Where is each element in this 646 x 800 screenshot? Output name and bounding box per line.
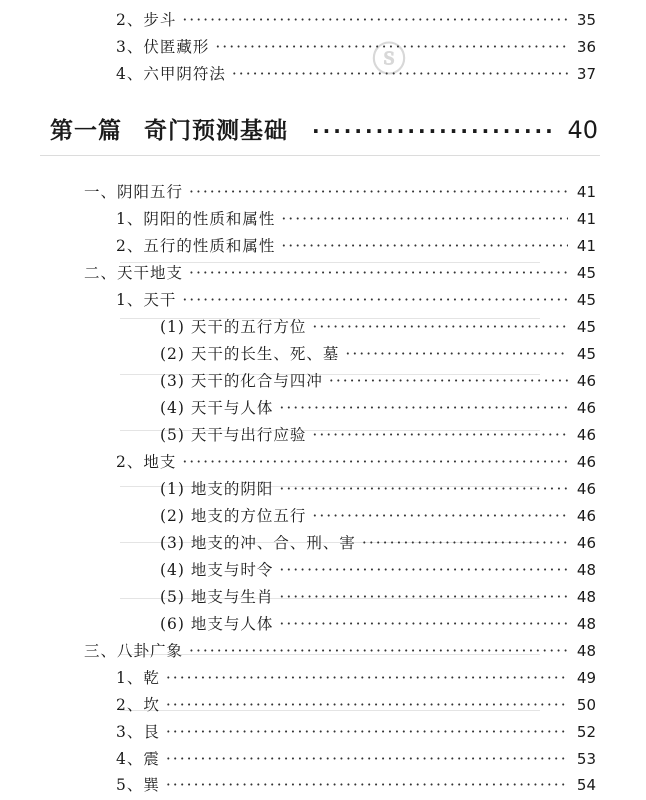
dot-leader [166,723,568,741]
bleed-through-line [40,155,600,156]
toc-entry[interactable] [116,35,596,57]
toc-entry-page: 48 [576,588,596,606]
dot-leader [166,776,568,794]
toc-entry-label: 4、震 [116,750,160,768]
toc-entry-label: 二、天干地支 [84,264,184,282]
toc-entry-label: (4) 天干与人体 [160,399,274,417]
toc-entry-page: 48 [576,615,596,633]
toc-entry-page: 49 [576,669,596,687]
toc-entry-page: 41 [576,210,596,228]
toc-entry-label: 三、八卦广象 [84,642,184,660]
toc-entry-page: 46 [576,453,596,471]
toc-entry-level2[interactable] [116,693,596,715]
toc-entry-label: 2、地支 [116,453,177,471]
toc-entry-page: 46 [576,480,596,498]
toc-entry-page: 35 [576,11,596,29]
toc-entry-level3[interactable] [160,423,596,445]
dot-leader [345,345,568,363]
toc-entry-page: 45 [576,264,596,282]
toc-entry-label: 3、艮 [116,723,160,741]
toc-entry-page: 50 [576,696,596,714]
toc-entry-label: 3、伏匿藏形 [116,38,210,56]
dot-leader [312,426,568,444]
toc-entry-page: 46 [576,534,596,552]
toc-entry-page: 52 [576,723,596,741]
toc-entry-label: (2) 天干的长生、死、墓 [160,345,340,363]
dot-leader [281,237,568,255]
part-page: 40 [567,116,598,144]
toc-entry-label: (2) 地支的方位五行 [160,507,307,525]
toc-entry-label: 2、步斗 [116,11,177,29]
toc-entry-level2[interactable] [116,450,596,472]
toc-entry-level2[interactable] [116,666,596,688]
bleed-through-shape: ⓢ [372,40,406,80]
toc-entry-level1[interactable] [84,261,596,283]
dot-leader [279,615,568,633]
toc-entry-label: (6) 地支与人体 [160,615,274,633]
dot-leader [232,65,568,83]
toc-entry-label: 2、坎 [116,696,160,714]
toc-entry-label: 1、乾 [116,669,160,687]
toc-entry-level3[interactable] [160,477,596,499]
toc-entry-level3[interactable] [160,369,596,391]
dot-leader [166,750,568,768]
part-heading[interactable] [50,112,598,145]
toc-entry-level3[interactable] [160,396,596,418]
toc-entry-label: 1、天干 [116,291,177,309]
toc-entry-level3[interactable] [160,342,596,364]
toc-entry-page: 41 [576,183,596,201]
dot-leader [189,642,568,660]
dot-leader [182,291,568,309]
dot-leader [166,696,568,714]
toc-entry-page: 45 [576,291,596,309]
toc-entry-level2[interactable] [116,288,596,310]
toc-entry-page: 48 [576,642,596,660]
toc-entry-label: 2、五行的性质和属性 [116,237,276,255]
toc-entry-label: 1、阴阳的性质和属性 [116,210,276,228]
toc-entry-label: (1) 地支的阴阳 [160,480,274,498]
toc-entry-page: 46 [576,507,596,525]
toc-entry-label: (1) 天干的五行方位 [160,318,307,336]
toc-entry-label: 4、六甲阴符法 [116,65,226,83]
toc-entry-level2[interactable] [116,234,596,256]
toc-entry-level3[interactable] [160,504,596,526]
toc-entry-label: 一、阴阳五行 [84,183,184,201]
toc-entry-label: (4) 地支与时令 [160,561,274,579]
dot-leader [189,183,568,201]
dot-leader [281,210,568,228]
toc-entry[interactable] [116,8,596,30]
toc-entry-page: 46 [576,372,596,390]
toc-entry-page: 46 [576,426,596,444]
toc-entry-level2[interactable] [116,747,596,769]
toc-entry-label: (3) 天干的化合与四冲 [160,372,323,390]
toc-entry-page: 48 [576,561,596,579]
toc-entry-level3[interactable] [160,531,596,553]
toc-entry-level1[interactable] [84,180,596,202]
dot-leader [166,669,568,687]
toc-entry-label: 5、巽 [116,776,160,794]
dot-leader [312,318,568,336]
toc-entry-label: (5) 天干与出行应验 [160,426,307,444]
toc-entry-level3[interactable] [160,585,596,607]
toc-entry-page: 36 [576,38,596,56]
toc-entry-level2[interactable] [116,720,596,742]
toc-entry-level3[interactable] [160,612,596,634]
toc-entry-page: 45 [576,318,596,336]
toc-entry-label: (5) 地支与生肖 [160,588,274,606]
dot-leader [189,264,568,282]
dot-leader [279,588,568,606]
dot-leader [279,480,568,498]
toc-entry-page: 54 [576,776,596,794]
toc-entry-page: 45 [576,345,596,363]
dot-leader [312,507,568,525]
part-title: 奇门预测基础 [144,118,288,144]
toc-entry-level1[interactable] [84,639,596,661]
dot-leader [279,561,568,579]
dot-leader [362,534,568,552]
dot-leader [312,119,555,143]
toc-entry-level3[interactable] [160,315,596,337]
toc-entry-label: (3) 地支的冲、合、刑、害 [160,534,356,552]
dot-leader [279,399,568,417]
toc-entry-level3[interactable] [160,558,596,580]
dot-leader [182,453,568,471]
toc-entry-page: 53 [576,750,596,768]
toc-entry-level2[interactable] [116,207,596,229]
dot-leader [182,11,568,29]
dot-leader [329,372,568,390]
part-label: 第一篇 [50,118,122,144]
toc-entry-page: 41 [576,237,596,255]
toc-entry-level2[interactable] [116,773,596,795]
toc-entry-page: 46 [576,399,596,417]
toc-entry-page: 37 [576,65,596,83]
dot-leader [215,38,568,56]
toc-entry[interactable] [116,62,596,84]
